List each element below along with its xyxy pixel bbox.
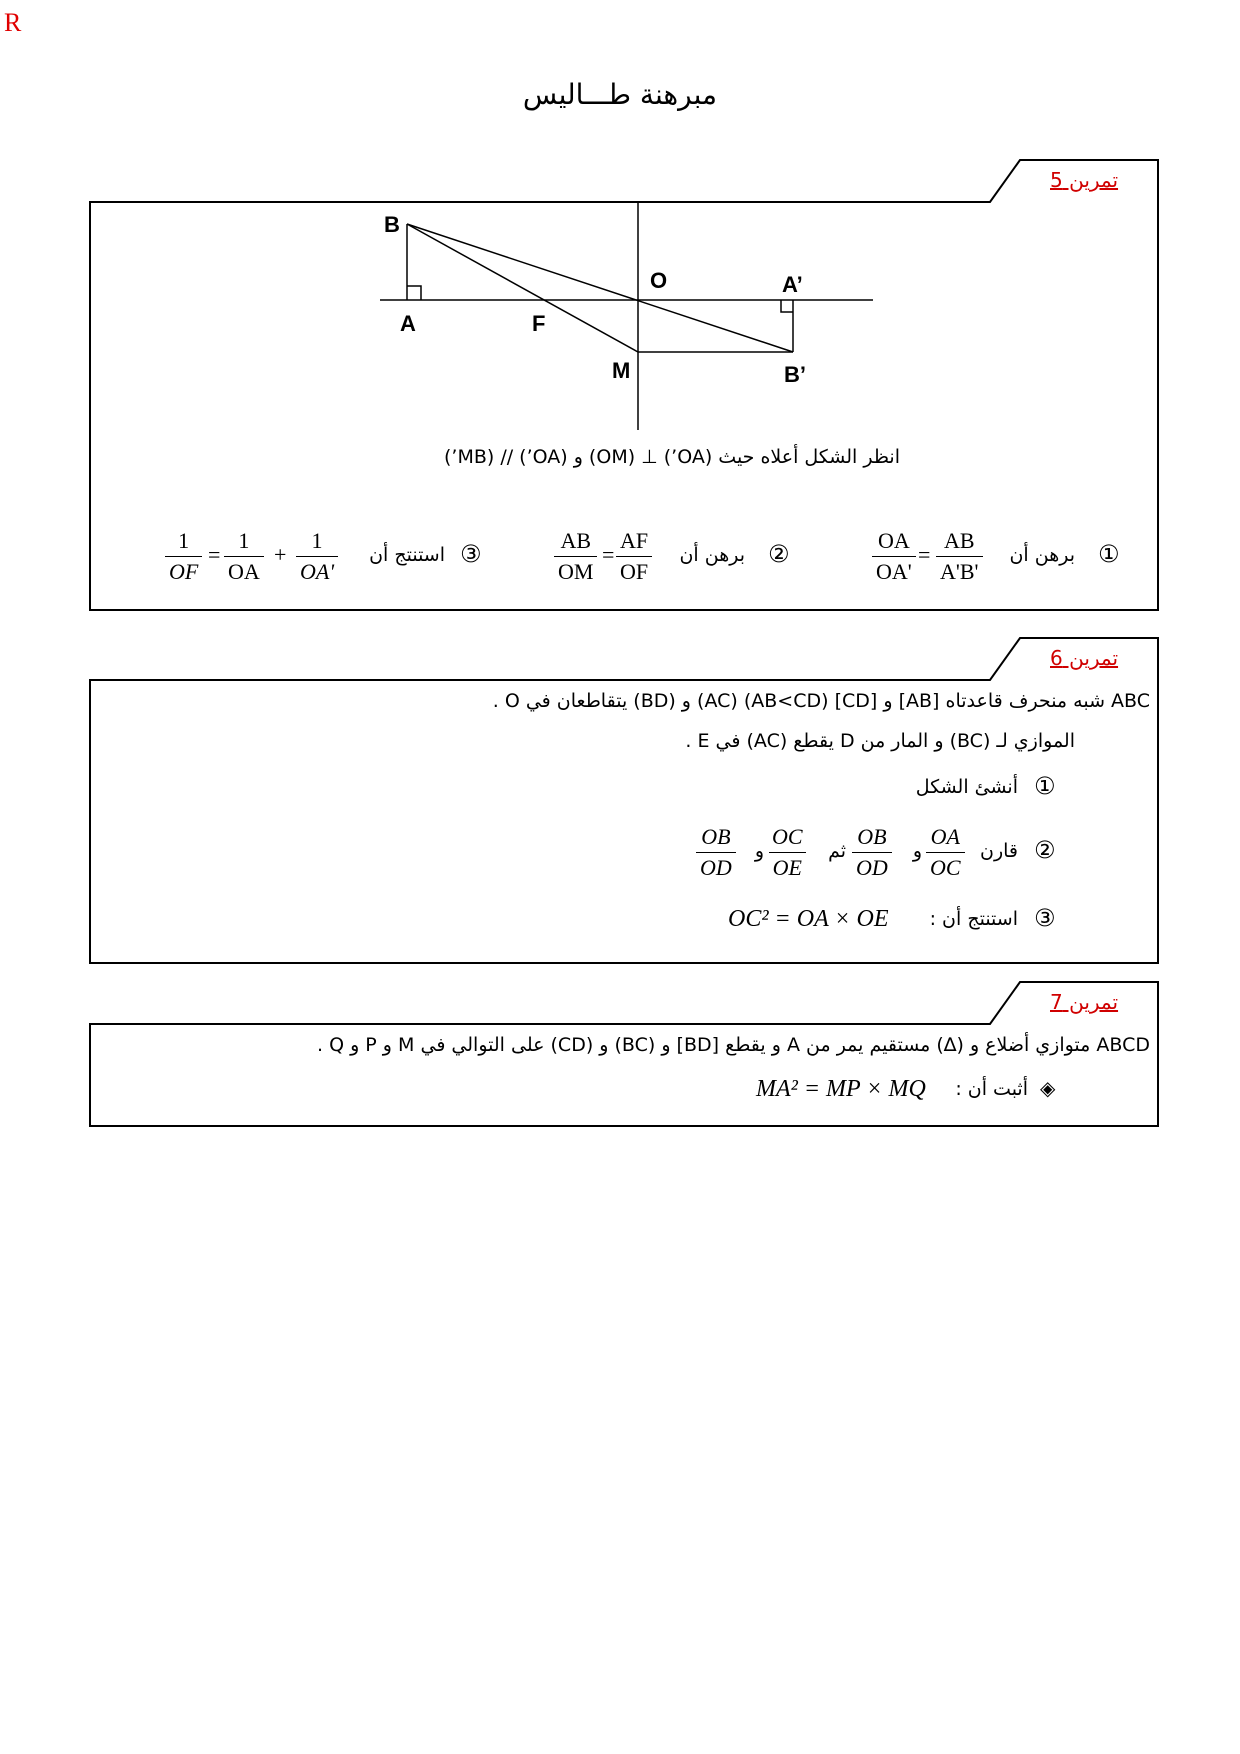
point-B-prime: B’ xyxy=(784,362,806,387)
ex5-q2-fraction-1: $\frac{AB}{OM}$ xyxy=(554,526,597,587)
ex5-q3-text: استنتج أن xyxy=(369,544,445,566)
ex6-q3-number: ③ xyxy=(1034,904,1056,932)
ex6-q2-fraction-3: $\frac{OC}{OE}$ xyxy=(768,822,807,883)
ex7-q1-number: ◈ xyxy=(1040,1076,1056,1100)
ex5-statement: انظر الشكل أعلاه حيث (OA’) ⊥ (OM) و (OA’) // (MB’) xyxy=(444,446,900,468)
ex6-q2-and-1: و xyxy=(912,840,922,862)
point-M: M xyxy=(612,358,631,383)
ex5-q1-text: برهن أن xyxy=(1009,544,1075,566)
point-O: O xyxy=(650,268,668,293)
ex7-line-1: ABCD متوازي أضلاع و (∆) مستقيم يمر من A و يقطع [BD] و (BC) و (CD) على التوالي في M و P و Q . xyxy=(316,1034,1150,1056)
ex6-line-2: الموازي لـ (BC) و المار من D يقطع (AC) في E . xyxy=(685,730,1075,752)
ex5-q3-fraction-2: $\frac{1}{OA}$ xyxy=(224,526,264,587)
ex5-q2-number: ② xyxy=(768,540,790,568)
point-A: A xyxy=(400,311,416,336)
ex5-q1-fraction-1: $\frac{OA}{OA'}$ xyxy=(872,526,916,587)
ex7-q1-formula: MA² = MP × MQ xyxy=(756,1076,926,1102)
ex5-q1-equals: = xyxy=(918,542,931,567)
ex6-q2-fraction-4: $\frac{OB}{OD}$ xyxy=(696,822,736,883)
ex7-label: تمرين 7 xyxy=(1050,990,1119,1014)
ex6-line-1: ABC شبه منحرف قاعدتاه [AB] و [CD] (AB<CD) (AC) و (BD) يتقاطعان في O . xyxy=(492,690,1150,712)
ex6-q2-number: ② xyxy=(1034,836,1056,864)
ex5-q1-number: ① xyxy=(1098,540,1120,568)
ex5-q3-fraction-1: $\frac{1}{OF}$ xyxy=(165,526,202,587)
page-title: مبرهنة طـــاليس xyxy=(522,78,718,111)
ex6-q3-text: استنتج أن : xyxy=(929,908,1018,930)
ex6-q2-fraction-2: $\frac{OB}{OD}$ xyxy=(852,822,892,883)
corner-mark: R xyxy=(4,8,22,37)
ex7-q1-text: أثبت أن : xyxy=(955,1078,1028,1100)
ex6-q2-text: قارن xyxy=(980,840,1018,862)
ex6-q3-formula: OC² = OA × OE xyxy=(728,906,889,932)
point-A-prime: A’ xyxy=(782,272,803,297)
ex5-q2-text: برهن أن xyxy=(679,544,745,566)
ex5-q3-number: ③ xyxy=(460,540,482,568)
ex6-q1-number: ① xyxy=(1034,772,1056,800)
ex6-q1-text: أنشئ الشكل xyxy=(915,776,1018,798)
point-B: B xyxy=(384,212,400,237)
ex6-label: تمرين 6 xyxy=(1050,646,1119,670)
point-F: F xyxy=(532,311,546,336)
ex5-q3-fraction-3: $\frac{1}{OA'}$ xyxy=(296,526,338,587)
ex5-q2-equals: = xyxy=(602,542,615,567)
ex5-q3-plus: + xyxy=(274,542,287,567)
ex5-q2-fraction-2: $\frac{AF}{OF}$ xyxy=(616,526,652,587)
ex6-q2-then: ثم xyxy=(828,840,846,862)
ex5-label: تمرين 5 xyxy=(1050,168,1119,192)
ex5-figure xyxy=(380,202,873,430)
ex5-q3-equals: = xyxy=(208,542,221,567)
ex5-q1-fraction-2: $\frac{AB}{A'B'}$ xyxy=(936,526,983,587)
ex6-q2-and-2: و xyxy=(754,840,764,862)
ex6-q2-fraction-1: $\frac{OA}{OC}$ xyxy=(926,822,965,883)
